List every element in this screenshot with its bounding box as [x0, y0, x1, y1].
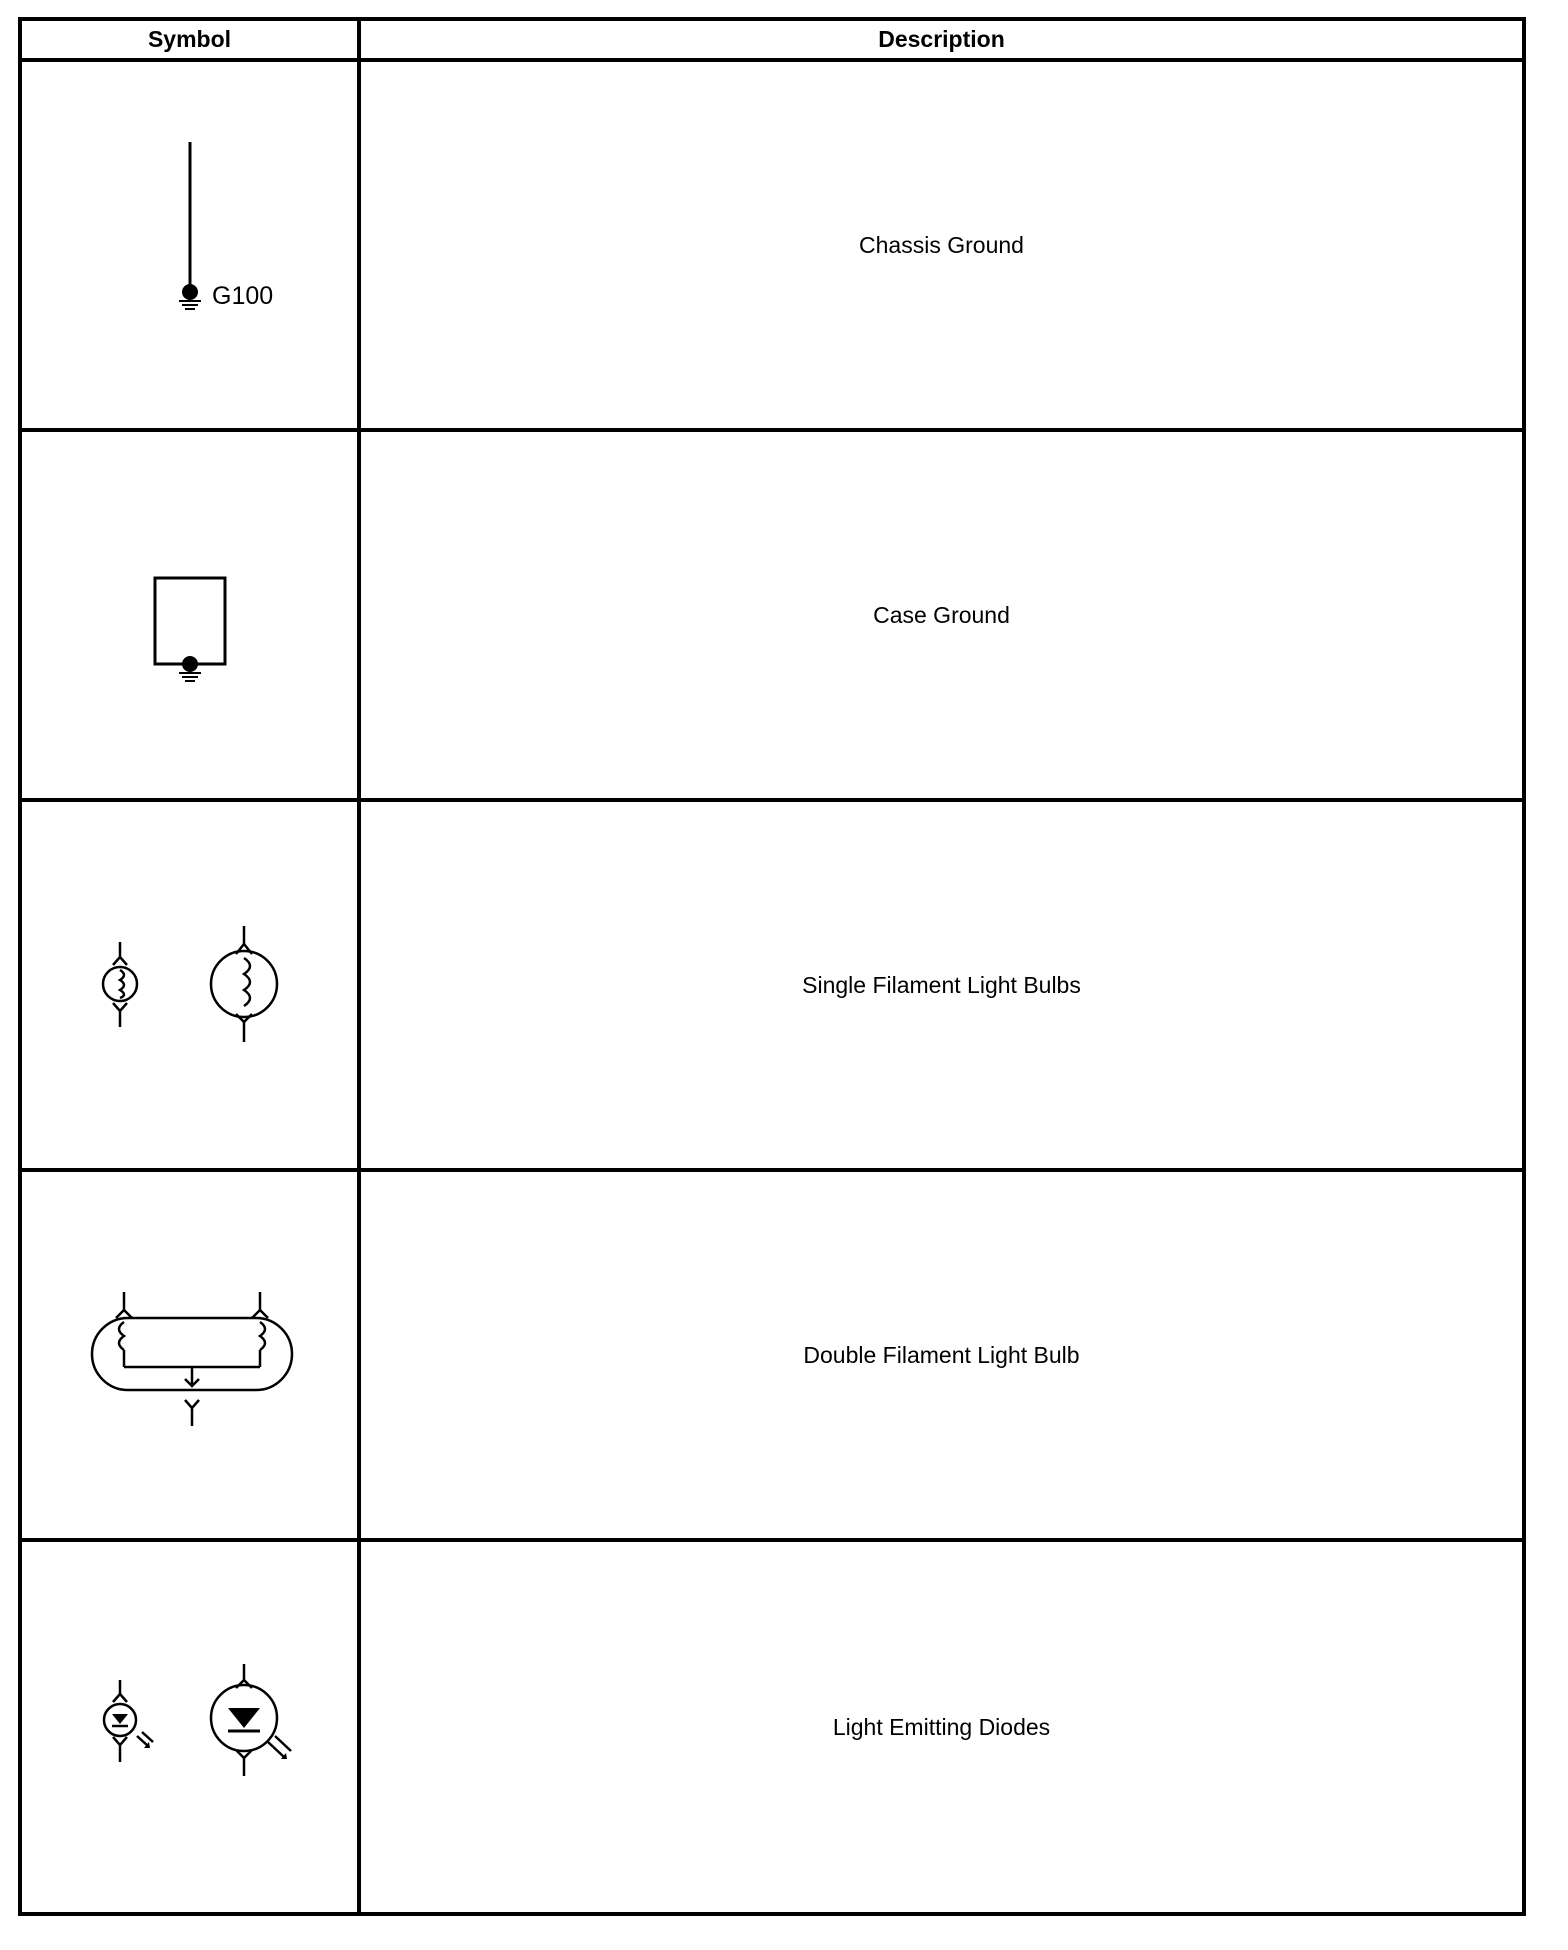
symbol-cell: [20, 1170, 359, 1540]
single-filament-bulb-icon: [22, 802, 361, 1168]
double-filament-bulb-icon: [22, 1172, 361, 1538]
description-cell: Double Filament Light Bulb: [359, 1170, 1524, 1540]
description-cell: Chassis Ground: [359, 60, 1524, 430]
symbol-cell: [20, 60, 359, 430]
description-cell: Single Filament Light Bulbs: [359, 800, 1524, 1170]
symbol-cell: [20, 800, 359, 1170]
header-symbol: Symbol: [20, 19, 359, 60]
table-row: [20, 1170, 1524, 1540]
table-row: [20, 60, 1524, 430]
ground-label: G100: [212, 282, 274, 310]
description-cell: Light Emitting Diodes: [359, 1540, 1524, 1914]
header-row: [20, 19, 1524, 60]
table-row: [20, 430, 1524, 800]
symbol-table: [18, 17, 1526, 1916]
led-icon: [22, 1542, 361, 1908]
case-ground-icon: [22, 432, 361, 798]
header-description: Description: [359, 19, 1524, 60]
symbol-cell: [20, 430, 359, 800]
chassis-ground-icon: [22, 62, 361, 428]
symbol-cell: [20, 1540, 359, 1914]
table-row: [20, 800, 1524, 1170]
table-row: [20, 1540, 1524, 1914]
description-cell: Case Ground: [359, 430, 1524, 800]
